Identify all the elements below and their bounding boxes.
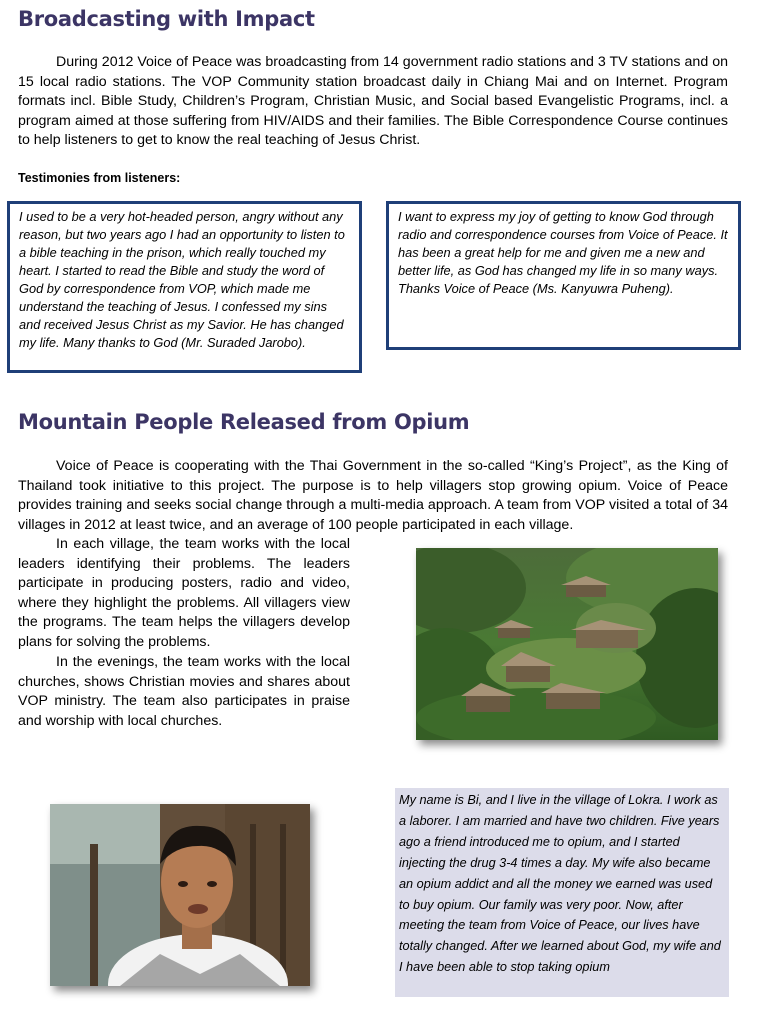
testimony-box-2: I want to express my joy of getting to know God through radio and correspondence courses from Voice of Peace. It has been a great help for me and given me a new and better life, as God has changed my life in so many ways. Thanks Voice of Peace (Ms. Kanyuwra Puheng). xyxy=(386,201,741,350)
portrait-photo xyxy=(50,804,310,986)
heading-opium: Mountain People Released from Opium xyxy=(18,410,470,434)
heading-broadcasting: Broadcasting with Impact xyxy=(18,7,315,31)
village-paragraph: In each village, the team works with the local leaders identifying their problems. The leaders participate in producing posters, radio and video, where they highlight the problems. All villagers view the programs. The team helps the villagers develop plans for solving the problems. xyxy=(18,536,350,650)
testimony-box-1: I used to be a very hot-headed person, angry without any reason, but two years ago I had an opportunity to listen to a bible teaching in the prison, which really touched my heart. I started to read the Bible and study the word of God by correspondence from VOP, which made me understand the teaching of Jesus. I confessed my sins and received Jesus Christ as my Savior. He has changed my life. Many thanks to God (Mr. Suraded Jarobo). xyxy=(7,201,362,373)
opium-intro-paragraph: Voice of Peace is cooperating with the Thai Government in the so-called “King’s Project”, as the King of Thailand took initiative to this project. The purpose is to help villagers stop growing opium. Voice of Peace provides training and seeks social change through a multi-media approach. A team from VOP visited a total of 34 villages in 2012 at least twice, and an average of 100 people participated in each village. xyxy=(18,458,728,533)
evening-paragraph: In the evenings, the team works with the local churches, shows Christian movies and shares about VOP ministry. The team also participates in praise and worship with local churches. xyxy=(18,654,350,729)
testimonies-heading: Testimonies from listeners: xyxy=(18,171,181,185)
village-photo xyxy=(416,548,718,740)
broadcasting-paragraph: During 2012 Voice of Peace was broadcasting from 14 government radio stations and 3 TV stations and on 15 local radio stations. The VOP Community station broadcast daily in Chiang Mai and on Internet. Program formats incl. Bible Study, Children’s Program, Christian Music, and Social based Evangelistic Programs, incl. a program aimed at those suffering from HIV/AIDS and their families. The Bible Correspondence Course continues to help listeners to get to know the real teaching of Jesus Christ. xyxy=(18,54,728,148)
story-box: My name is Bi, and I live in the village of Lokra. I work as a laborer. I am married and have two children. Five years ago a friend introduced me to opium, and I started injecting the drug 3-4 times a day. My wife also became an opium addict and all the money we earned was used to buy opium. Our family was very poor. Now, after meeting the team from Voice of Peace, our lives have totally changed. After we learned about God, my wife and I have been able to stop taking opium xyxy=(395,788,729,997)
